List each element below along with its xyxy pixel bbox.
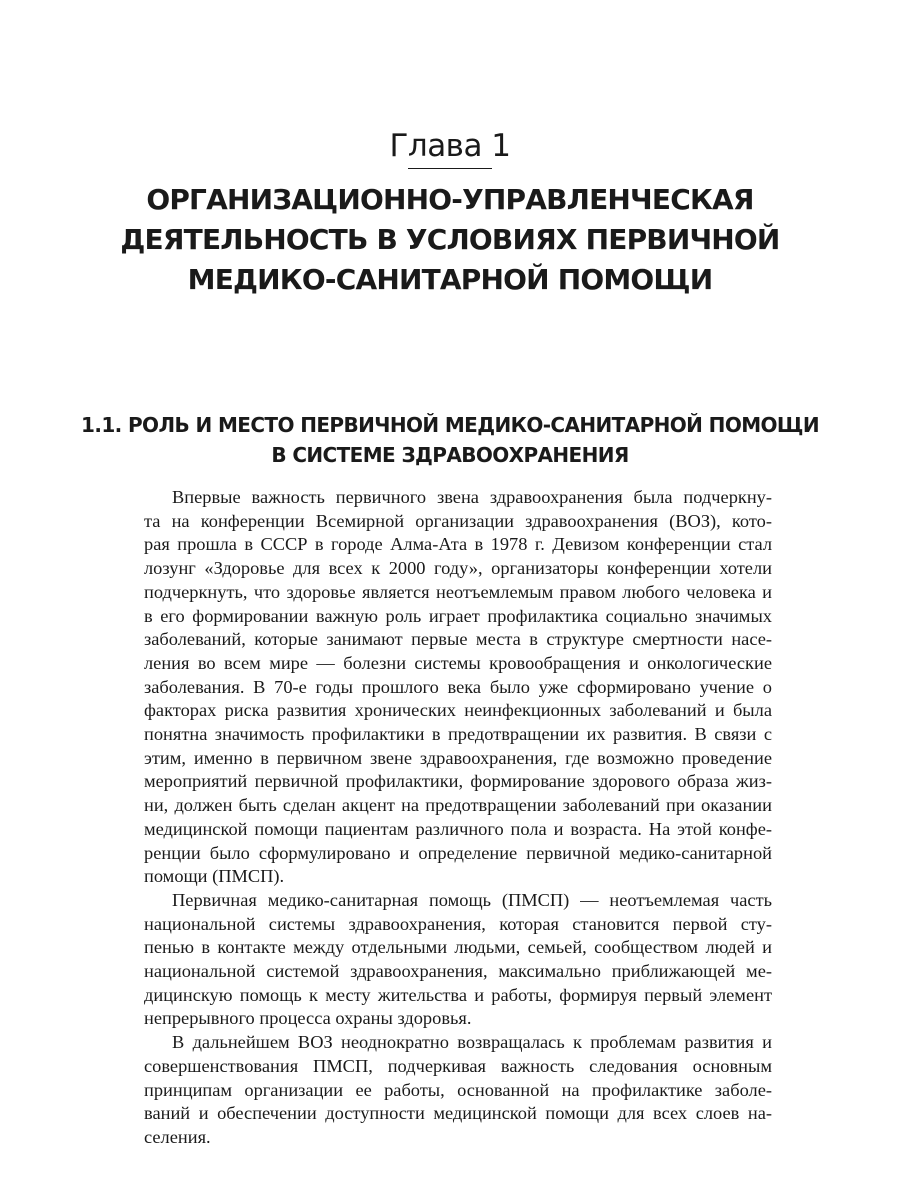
chapter-title: [60, 180, 840, 300]
text-line: заболеваний, которые занимают первые места в структуре смертности насе-: [144, 629, 772, 650]
text-line: ваний и обеспечении доступности медицинской помощи для всех слоев на-: [144, 1103, 772, 1124]
text-line: медицинской помощи пациентам различного пола и возраста. На этой конфе-: [144, 818, 772, 839]
text-line: национальной системой здравоохранения, максимально приближающей ме-: [144, 961, 772, 982]
text-line: та на конференции Всемирной организации здравоохранения (ВОЗ), кото-: [144, 510, 772, 531]
body-text: [144, 486, 772, 1150]
text-line: факторах риска развития хронических неинфекционных заболеваний и была: [144, 700, 772, 721]
text-line: ренции было сформулировано и определение первичной медико-санитарной: [144, 842, 772, 863]
text-line: рая прошла в СССР в городе Алма-Ата в 1978 г. Девизом конференции стал: [144, 534, 772, 555]
text-line: Первичная медико-санитарная помощь (ПМСП) — неотъемлемая часть: [172, 889, 772, 910]
text-line: совершенствования ПМСП, подчеркивая важность следования основным: [144, 1055, 772, 1076]
section-title-line: В СИСТЕМЕ ЗДРАВООХРАНЕНИЯ: [271, 443, 629, 467]
section-title: [60, 410, 840, 470]
text-line: заболевания. В 70-е годы прошлого века было уже сформировано учение о: [144, 676, 772, 697]
text-line: ления во всем мире — болезни системы кровообращения и онкологические: [144, 652, 772, 673]
chapter-label: [0, 128, 900, 169]
text-line: помощи (ПМСП).: [144, 866, 285, 887]
text-line: В дальнейшем ВОЗ неоднократно возвращалась к проблемам развития и: [172, 1032, 772, 1053]
text-line: в его формировании важную роль играет профилактика социально значимых: [144, 605, 772, 626]
text-line: принципам организации ее работы, основанной на профилактике заболе-: [144, 1079, 772, 1100]
paragraph-1: [144, 486, 772, 889]
text-line: подчеркнуть, что здоровье является неотъемлемым правом любого человека и: [144, 581, 772, 602]
text-line: селения.: [144, 1126, 211, 1147]
chapter-title-line: ОРГАНИЗАЦИОННО-УПРАВЛЕНЧЕСКАЯ: [146, 183, 754, 216]
text-line: понятна значимость профилактики в предотвращении их развития. В связи с: [144, 724, 772, 745]
chapter-title-line: ДЕЯТЕЛЬНОСТЬ В УСЛОВИЯХ ПЕРВИЧНОЙ: [120, 223, 780, 256]
text-line: мероприятий первичной профилактики, формирование здорового образа жиз-: [144, 771, 772, 792]
text-line: пенью в контакте между отдельными людьми, семьей, сообществом людей и: [144, 937, 772, 958]
text-line: непрерывного процесса охраны здоровья.: [144, 1008, 472, 1029]
text-line: этим, именно в первичном звене здравоохранения, где возможно проведение: [144, 747, 772, 768]
text-line: национальной системы здравоохранения, которая становится первой сту-: [144, 913, 772, 934]
chapter-label-underline: [408, 168, 492, 169]
text-line: лозунг «Здоровье для всех к 2000 году», организаторы конференции хотели: [144, 558, 772, 579]
paragraph-3: [144, 1031, 772, 1150]
chapter-title-line: МЕДИКО-САНИТАРНОЙ ПОМОЩИ: [187, 263, 713, 296]
section-title-line: 1.1. РОЛЬ И МЕСТО ПЕРВИЧНОЙ МЕДИКО-САНИТАРНОЙ ПОМОЩИ: [81, 413, 819, 437]
chapter-label-text: Глава 1: [389, 128, 511, 164]
text-line: ни, должен быть сделан акцент на предотвращении заболеваний при оказании: [144, 795, 772, 816]
text-line: дицинскую помощь к месту жительства и работы, формируя первый элемент: [144, 984, 772, 1005]
text-line: Впервые важность первичного звена здравоохранения была подчеркну-: [172, 487, 772, 507]
paragraph-2: [144, 889, 772, 1031]
